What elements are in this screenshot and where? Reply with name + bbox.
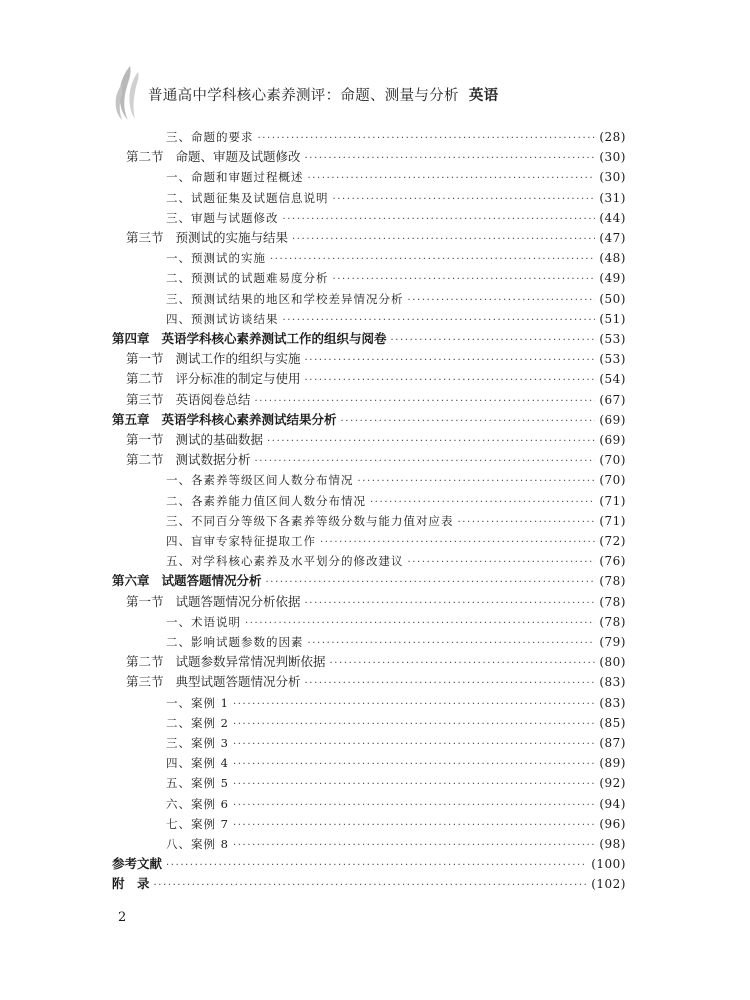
toc-entry-title: 测试数据分析 (175, 452, 251, 468)
dot-leader (333, 271, 596, 289)
toc-entry[interactable] (126, 431, 626, 449)
toc-entry-title: 对学科核心素养及水平划分的修改建议 (191, 554, 404, 569)
toc-entry-page: (89) (599, 756, 626, 771)
toc-entry-number: 三、 (166, 736, 191, 750)
toc-entry-label (166, 815, 229, 833)
toc-entry-title: 试题答题情况分析 (161, 573, 262, 589)
dot-leader (267, 433, 595, 451)
toc-entry-title: 命题和审题过程概述 (191, 170, 304, 185)
dot-leader (233, 756, 595, 774)
toc-entry[interactable] (166, 532, 626, 550)
toc-entry-label (112, 411, 337, 429)
dot-leader (283, 211, 596, 229)
dot-leader (391, 332, 596, 350)
toc-entry-label (166, 734, 229, 752)
toc-entry-title: 案例 2 (191, 715, 229, 730)
toc-entry-number: 第三节 (126, 230, 164, 245)
toc-entry-number: 第三节 (126, 391, 164, 407)
page-header (108, 62, 528, 122)
toc-entry-number: 二、 (166, 635, 191, 649)
toc-entry[interactable] (166, 290, 626, 308)
toc-entry-label (166, 694, 229, 712)
toc-entry-number: 四、 (166, 756, 191, 771)
toc-entry-title: 英语学科核心素养测试结果分析 (161, 411, 337, 427)
toc-entry-label (166, 471, 354, 489)
toc-entry-page: (28) (599, 130, 626, 144)
toc-entry-page: (67) (599, 392, 626, 407)
toc-entry-page: (78) (599, 574, 626, 589)
dot-leader (154, 877, 588, 895)
dot-leader (370, 494, 595, 512)
toc-entry-page: (100) (591, 857, 626, 872)
toc-entry-title: 各素养能力值区间人数分布情况 (191, 493, 366, 508)
toc-entry[interactable] (126, 350, 626, 368)
dot-leader (270, 251, 595, 269)
toc-entry[interactable] (166, 714, 626, 732)
toc-entry-number: 三、 (166, 130, 191, 144)
toc-entry-page: (76) (599, 554, 626, 569)
toc-entry[interactable] (166, 168, 626, 186)
toc-entry-page: (30) (599, 150, 626, 165)
dot-leader (166, 857, 587, 875)
toc-entry-number: 第一节 (126, 351, 164, 367)
toc-entry-number: 二、 (166, 190, 191, 205)
toc-entry-page: (85) (599, 715, 626, 730)
toc-entry-page: (78) (599, 594, 626, 609)
toc-entry-number: 三、 (166, 513, 191, 528)
toc-entry-page: (53) (599, 332, 626, 346)
toc-entry-title: 预测试的实施 (191, 251, 266, 266)
toc-entry-number: 第四章 (112, 331, 150, 346)
toc-entry[interactable] (166, 613, 626, 631)
dot-leader (408, 292, 596, 310)
toc-entry-number: 五、 (166, 554, 191, 569)
toc-entry-title: 命题的要求 (191, 130, 254, 144)
toc-entry-label (112, 855, 162, 873)
book-subject: 英语 (468, 87, 499, 104)
toc-entry-page: (80) (599, 655, 626, 670)
toc-entry[interactable] (166, 734, 626, 752)
toc-entry[interactable] (126, 673, 626, 691)
toc-entry-title: 术语说明 (191, 614, 241, 629)
toc-entry-page: (30) (599, 170, 626, 185)
toc-entry-page: (69) (599, 412, 626, 427)
toc-entry-label (166, 532, 316, 550)
toc-entry-title: 案例 8 (191, 837, 229, 851)
toc-entry-number: 一、 (166, 473, 191, 488)
dot-leader (341, 413, 596, 431)
toc-entry-title: 测试的基础数据 (175, 432, 264, 447)
toc-entry[interactable] (166, 249, 626, 267)
toc-entry[interactable] (166, 633, 626, 651)
toc-entry-label (112, 875, 150, 893)
toc-entry-number: 第一节 (126, 593, 164, 609)
toc-entry-page: (51) (599, 311, 626, 326)
toc-entry-number: 一、 (166, 251, 191, 266)
toc-entry-number: 二、 (166, 715, 191, 730)
dot-leader (308, 635, 596, 653)
toc-entry[interactable] (126, 229, 626, 247)
toc-entry-label (166, 492, 366, 510)
dot-leader (292, 231, 595, 249)
toc-entry-page: (47) (599, 231, 626, 245)
toc-entry-label (166, 128, 254, 146)
dot-leader (245, 615, 595, 633)
toc-entry-title: 预测试的实施与结果 (175, 230, 289, 245)
toc-entry-page: (49) (599, 271, 626, 286)
toc-entry-title: 英语学科核心素养测试工作的组织与阅卷 (161, 331, 387, 346)
toc-entry-label (126, 229, 288, 247)
dot-leader (233, 716, 595, 734)
toc-entry-title: 案例 6 (191, 796, 229, 811)
toc-entry-page: (92) (599, 776, 626, 791)
toc-entry-label (166, 714, 229, 732)
toc-entry-number: 五、 (166, 776, 191, 791)
toc-entry-label (126, 350, 301, 368)
dot-leader (233, 797, 595, 815)
toc-entry-number: 第六章 (112, 573, 150, 589)
toc-entry-label (126, 391, 251, 409)
toc-entry-label (126, 593, 301, 611)
toc-entry-title: 不同百分等级下各素养等级分数与能力值对应表 (191, 513, 454, 528)
toc-entry-number: 六、 (166, 796, 191, 811)
toc-entry[interactable] (166, 189, 626, 207)
toc-entry-page: (94) (599, 796, 626, 811)
dot-leader (255, 453, 596, 471)
dot-leader (305, 150, 596, 168)
toc-entry-label (112, 572, 262, 590)
toc-entry-label (166, 209, 279, 227)
toc-entry[interactable] (166, 209, 626, 227)
toc-entry[interactable] (112, 855, 626, 873)
toc-entry-label (166, 249, 266, 267)
toc-entry[interactable] (166, 310, 626, 328)
toc-entry-title: 预测试访谈结果 (191, 311, 279, 326)
toc-entry-label (112, 330, 387, 348)
dot-leader (308, 170, 596, 188)
dot-leader (305, 372, 596, 390)
toc-entry[interactable] (166, 269, 626, 287)
toc-entry-number: 三、 (166, 210, 191, 225)
dot-leader (330, 655, 596, 673)
toc-entry-number: 三、 (166, 291, 191, 306)
toc-entry-title: 参考文献 (112, 856, 163, 872)
toc-entry-page: (83) (599, 695, 626, 710)
dot-leader (358, 473, 596, 491)
toc-entry[interactable] (166, 471, 626, 489)
toc-entry-title: 盲审专家特征提取工作 (191, 534, 316, 548)
toc-entry-page: (50) (599, 291, 626, 306)
toc-entry-label (166, 512, 454, 530)
toc-entry-number: 四、 (166, 534, 191, 548)
toc-entry-title: 各素养等级区间人数分布情况 (191, 473, 354, 488)
toc-entry[interactable] (166, 774, 626, 792)
dot-leader (233, 837, 595, 855)
toc-entry-label (166, 774, 229, 792)
toc-entry-title: 案例 3 (191, 736, 229, 750)
toc-entry-label (126, 370, 301, 388)
dot-leader (258, 130, 596, 148)
leaf-logo-icon (108, 62, 148, 122)
dot-leader (266, 574, 596, 592)
toc-entry-label (166, 269, 329, 287)
dot-leader (233, 776, 595, 794)
toc-entry[interactable] (126, 653, 626, 671)
dot-leader (333, 191, 596, 209)
dot-leader (305, 352, 596, 370)
toc-entry-page: (87) (599, 736, 626, 750)
toc-entry-page: (71) (599, 513, 626, 528)
toc-entry-title: 测试工作的组织与实施 (175, 351, 301, 367)
toc-entry-number: 第二节 (126, 654, 164, 670)
toc-entry[interactable] (112, 572, 626, 590)
toc-entry-page: (31) (599, 190, 626, 205)
toc-entry[interactable] (166, 815, 626, 833)
toc-entry[interactable] (166, 492, 626, 510)
toc-entry-number: 一、 (166, 614, 191, 629)
toc-entry-title: 影响试题参数的因素 (191, 635, 304, 649)
toc-entry-page: (102) (591, 877, 626, 892)
toc-entry-number: 第二节 (126, 371, 164, 387)
toc-entry-page: (54) (599, 372, 626, 387)
toc-entry-number: 二、 (166, 493, 191, 508)
toc-entry-title: 典型试题答题情况分析 (175, 674, 301, 690)
toc-entry-title: 试题参数异常情况判断依据 (175, 654, 326, 670)
toc-entry-title: 评分标准的制定与使用 (175, 371, 301, 387)
dot-leader (233, 817, 595, 835)
toc-entry-number: 八、 (166, 837, 191, 851)
toc-entry-page: (53) (599, 352, 626, 367)
toc-entry[interactable] (166, 512, 626, 530)
dot-leader (233, 736, 595, 754)
toc-entry-label (166, 795, 229, 813)
toc-entry-title: 预测试的试题难易度分析 (191, 271, 329, 286)
toc-entry[interactable] (126, 451, 626, 469)
toc-entry-title: 英语阅卷总结 (175, 391, 251, 407)
header-title (148, 84, 498, 105)
toc-entry-label (166, 189, 329, 207)
dot-leader (320, 534, 595, 552)
toc-entry[interactable] (112, 411, 626, 429)
dot-leader (305, 675, 596, 693)
toc-entry[interactable] (166, 754, 626, 772)
toc-entry-title: 案例 4 (191, 756, 229, 771)
toc-entry-number: 第五章 (112, 411, 150, 427)
toc-entry-title: 命题、审题及试题修改 (175, 149, 301, 165)
toc-entry-title: 审题与试题修改 (191, 210, 279, 225)
toc-entry-page: (79) (599, 635, 626, 649)
toc-entry-page: (98) (599, 837, 626, 851)
toc-entry-title: 附 录 (112, 876, 150, 892)
toc-entry-number: 第一节 (126, 432, 164, 447)
dot-leader (283, 312, 596, 330)
dot-leader (458, 514, 596, 532)
toc-entry-label (166, 552, 404, 570)
toc-entry[interactable] (112, 875, 626, 893)
toc-entry[interactable] (166, 835, 626, 853)
toc-entry-label (166, 290, 404, 308)
toc-entry-number: 第三节 (126, 674, 164, 690)
toc-entry-number: 七、 (166, 816, 191, 831)
toc-entry[interactable] (166, 795, 626, 813)
toc-entry[interactable] (126, 370, 626, 388)
toc-entry-number: 二、 (166, 271, 191, 286)
toc-entry[interactable] (166, 694, 626, 712)
toc-entry-label (166, 310, 279, 328)
toc-entry-label (126, 653, 326, 671)
toc-entry[interactable] (112, 330, 626, 348)
toc-entry-number: 第二节 (126, 149, 164, 165)
toc-entry-page: (72) (599, 534, 626, 548)
toc-entry-page: (69) (599, 433, 626, 447)
book-title: 普通高中学科核心素养测评：命题、测量与分析 (148, 88, 459, 104)
toc-entry-page: (70) (599, 453, 626, 468)
page-number: 2 (118, 910, 127, 925)
dot-leader (233, 696, 595, 714)
dot-leader (305, 595, 596, 613)
dot-leader (408, 554, 596, 572)
toc-entry-label (166, 633, 304, 651)
toc-entry-number: 一、 (166, 695, 191, 710)
toc-entry-page: (71) (599, 493, 626, 508)
toc-entry-title: 案例 7 (191, 816, 229, 831)
toc-entry-page: (48) (599, 251, 626, 266)
toc-entry-label (126, 673, 301, 691)
toc-entry-label (126, 451, 251, 469)
toc-entry-title: 试题征集及试题信息说明 (191, 190, 329, 205)
toc-entry-number: 一、 (166, 170, 191, 185)
toc-entry-number: 四、 (166, 311, 191, 326)
toc-entry-label (126, 148, 301, 166)
toc-entry-title: 案例 1 (191, 695, 229, 710)
toc-entry-title: 案例 5 (191, 776, 229, 791)
toc-entry-label (166, 835, 229, 853)
toc-entry-page: (70) (599, 473, 626, 488)
toc-entry-title: 预测试结果的地区和学校差异情况分析 (191, 291, 404, 306)
toc-entry-label (166, 613, 241, 631)
toc-entry-label (166, 754, 229, 772)
toc-entry[interactable] (166, 128, 626, 146)
toc-entry-title: 试题答题情况分析依据 (175, 593, 301, 609)
toc-entry-label (166, 168, 304, 186)
dot-leader (255, 393, 596, 411)
toc-entry-page: (83) (599, 675, 626, 690)
toc-entry[interactable] (126, 593, 626, 611)
toc-entry-label (126, 431, 263, 449)
toc-entry-page: (78) (599, 614, 626, 629)
toc-entry-page: (44) (599, 210, 626, 225)
toc-entry[interactable] (166, 552, 626, 570)
toc-entry[interactable] (126, 148, 626, 166)
toc-entry-page: (96) (599, 816, 626, 831)
toc-entry[interactable] (126, 391, 626, 409)
toc-entry-number: 第二节 (126, 452, 164, 468)
